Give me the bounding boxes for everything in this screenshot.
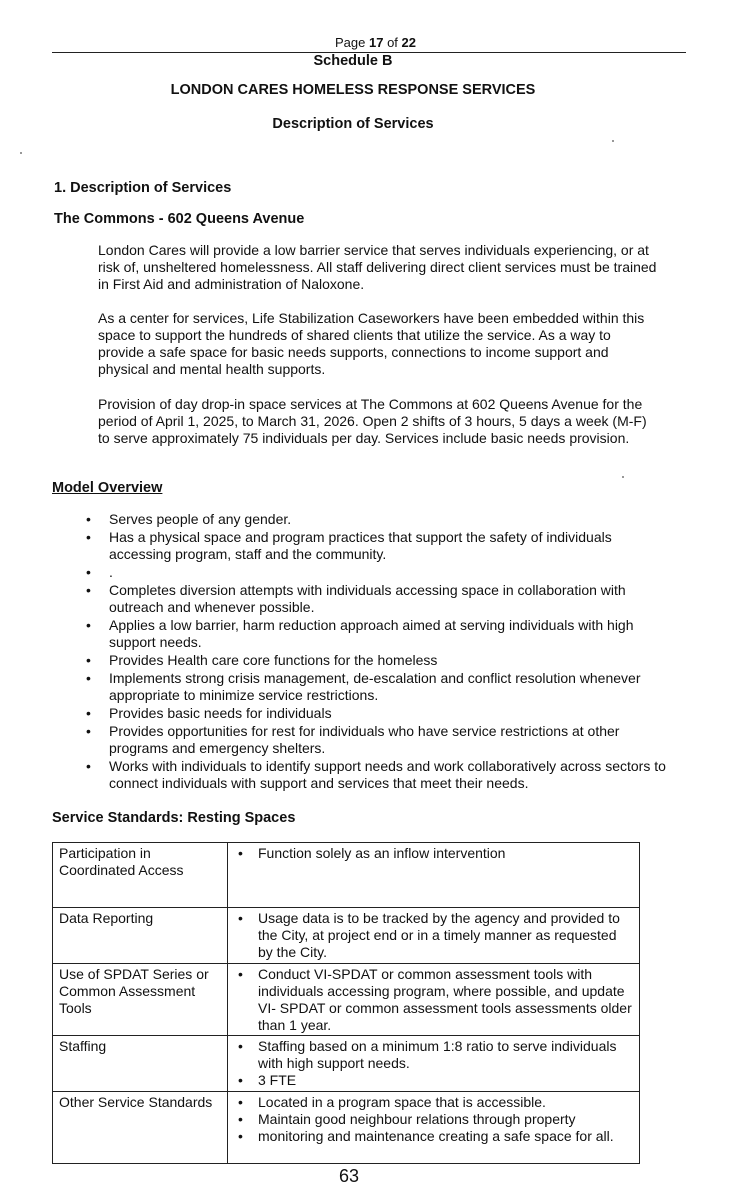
section-heading: 1. Description of Services: [54, 180, 232, 196]
list-item: • Works with individuals to identify support needs and work collaboratively across sectors to connect individuals with support and services that meet their needs.: [86, 758, 666, 792]
row-value: [228, 964, 640, 1036]
row-label: Data Reporting: [53, 908, 228, 964]
list-item: • .: [86, 564, 666, 581]
list-item: • Provides basic needs for individuals: [86, 705, 666, 722]
model-overview-list: [86, 511, 666, 793]
list-item: • Serves people of any gender.: [86, 511, 666, 528]
list-item: • Implements strong crisis management, de-escalation and conflict resolution whenever appropriate to minimize service restrictions.: [86, 670, 666, 704]
list-item: • Function solely as an inflow intervention: [234, 845, 633, 862]
service-standards-table: [52, 842, 640, 1164]
paragraph: As a center for services, Life Stabilization Caseworkers have been embedded within this space to support the hundreds of shared clients that utilize the service. As a way to provide a safe space for basic needs supports, connections to income support and physical and mental health supports.: [98, 310, 645, 377]
paragraph: Provision of day drop-in space services at The Commons at 602 Queens Avenue for the period of April 1, 2025, to March 31, 2026. Open 2 shifts of 3 hours, 5 days a week (M-F) to serve approximately 75 individuals per day. Services include basic needs provision.: [98, 396, 647, 446]
page-counter: [0, 35, 751, 50]
row-value: [228, 908, 640, 964]
list-item: • Usage data is to be tracked by the agency and provided to the City, at project end or in a timely manner as requested by the City.: [234, 910, 633, 961]
list-item: • Has a physical space and program practices that support the safety of individuals accessing program, staff and the community.: [86, 529, 666, 563]
row-label: Participation in Coordinated Access: [53, 843, 228, 908]
document-title: LONDON CARES HOMELESS RESPONSE SERVICES: [170, 82, 536, 98]
scan-speck: [612, 140, 614, 142]
row-label: Other Service Standards: [53, 1092, 228, 1164]
table-row: [53, 908, 640, 964]
service-standards-heading: Service Standards: Resting Spaces: [52, 810, 296, 826]
list-item: • 3 FTE: [234, 1072, 633, 1089]
table-row: [53, 843, 640, 908]
page-current: 17: [368, 35, 384, 50]
scan-speck: [20, 152, 22, 154]
table-row: [53, 964, 640, 1036]
scan-speck: [622, 476, 624, 478]
row-value: [228, 1036, 640, 1092]
page-prefix: Page: [334, 35, 366, 50]
paragraph: London Cares will provide a low barrier service that serves individuals experiencing, or at risk of, unsheltered homelessness. All staff delivering direct client services must be trained in First Aid and administration of Naloxone.: [98, 242, 657, 292]
page-of: of: [387, 35, 398, 50]
document-subtitle: Description of Services: [272, 116, 434, 132]
list-item: • Conduct VI-SPDAT or common assessment tools with individuals accessing program, where possible, and update VI- SPDAT or common assessment tools assessments older than 1 year.: [234, 966, 633, 1034]
location-heading: The Commons - 602 Queens Avenue: [54, 211, 305, 227]
table-row: [53, 1092, 640, 1164]
row-value: [228, 1092, 640, 1164]
list-item: • Located in a program space that is accessible.: [234, 1094, 633, 1111]
page-number: 63: [338, 1166, 360, 1186]
list-item: • Provides opportunities for rest for individuals who have service restrictions at other programs and emergency shelters.: [86, 723, 666, 757]
list-item: • Maintain good neighbour relations through property: [234, 1111, 633, 1128]
list-item: • Staffing based on a minimum 1:8 ratio to serve individuals with high support needs.: [234, 1038, 633, 1072]
page-total: 22: [401, 35, 417, 50]
list-item: • monitoring and maintenance creating a safe space for all.: [234, 1128, 633, 1145]
list-item: • Applies a low barrier, harm reduction approach aimed at serving individuals with high support needs.: [86, 617, 666, 651]
row-label: Use of SPDAT Series or Common Assessment Tools: [53, 964, 228, 1036]
row-label: Staffing: [53, 1036, 228, 1092]
list-item: • Completes diversion attempts with individuals accessing space in collaboration with outreach and whenever possible.: [86, 582, 666, 616]
model-overview-heading: Model Overview: [52, 480, 163, 496]
table-row: [53, 1036, 640, 1092]
schedule-label: Schedule B: [313, 53, 393, 69]
row-value: [228, 843, 640, 908]
list-item: • Provides Health care core functions for the homeless: [86, 652, 666, 669]
